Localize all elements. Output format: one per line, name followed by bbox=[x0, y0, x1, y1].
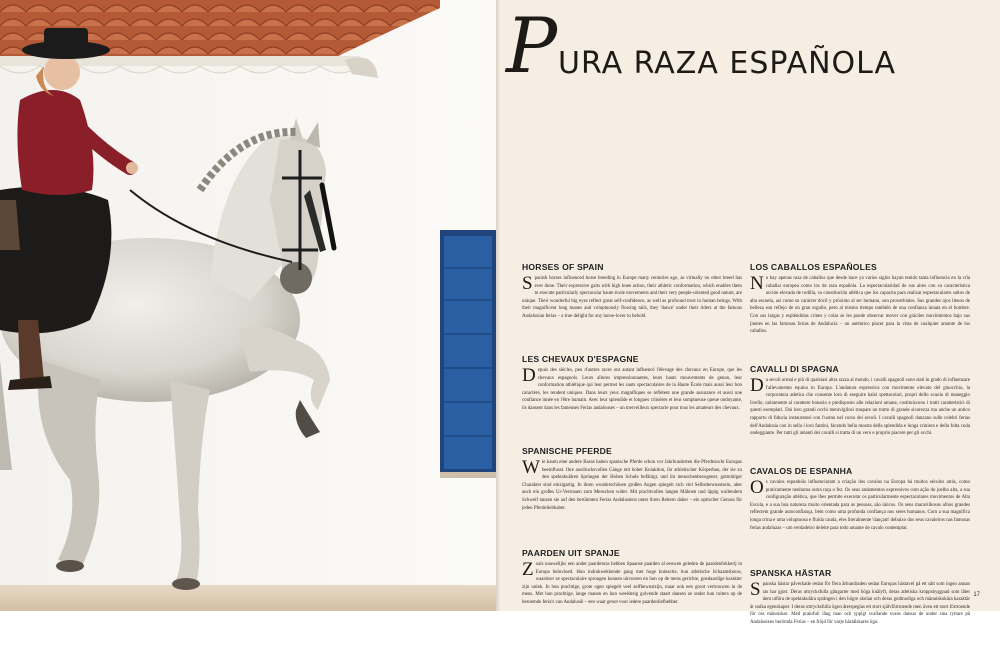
drop-cap: S bbox=[522, 275, 533, 294]
drop-cap: W bbox=[522, 459, 540, 478]
section-spanish bbox=[750, 262, 970, 353]
andalusian-horse-rider-image bbox=[0, 0, 496, 611]
section-text: epuis des siècles, peu d'autres races ont autant influencé l'élevage des chevaux en Europe, que les chevaux espagnols. Leurs allures impressionnantes, leurs hauts mouvements de genou, leur conformation athlétique qui leur permet les sauts spectaculaires de la Haute École mais aussi leur bon caractère, les rendent uniques. Dans leurs yeux magnifiques se reflètent une grande assurance et aussi une confiance innée en l'être humain. Avec leur splendide et longues crinières et leur somptueuse queue ondoyante, ils dansent dans les fameuses Ferias andalouses – un merveilleux spectacle pour tous les amateurs des chevaux. bbox=[522, 368, 742, 411]
section-swedish bbox=[750, 568, 970, 634]
section-body bbox=[522, 367, 742, 435]
section-body bbox=[750, 581, 970, 634]
section-text: o hay apenas raza de caballos que desde hace ya varios siglos hayan tenido tanta influencia en la cría caballar europea como los de raza española. La espectacularidad de sus aires con su característica acción elevada de rodilla, su constitución atlética que los capacita para realizar espectaculares saltos de alta escuela, así como su carácter dócil y próximo al ser humano, son proverbiales. Sus grandes ojos llenos de belleza son reflejo de un gran orgullo, pero al mismo tiempo también de una confianza innata en el hombre. Con sus largas y espléndidas crines y colas se les puede observar mover con gráciles movimientos bajo sus jinetes en las famosas ferias de Andalucía – un auténtico placer para la vista de cualquier amante de los caballos. bbox=[750, 276, 970, 335]
section-heading: SPANISCHE PFERDE bbox=[522, 446, 612, 456]
horse-photograph bbox=[0, 0, 496, 611]
section-heading: CAVALLI DI SPAGNA bbox=[750, 364, 839, 374]
section-text: ie kaum eine andere Rasse haben spanische Pferde schon vor Jahrhunderten die Pferdezucht Europas beeinflusst. Ihre ausdrucksvollen Gänge mit hoher Kniaktion, ihr athletischer Körperbau, der sie zu den spektakulären Sprüngen der Hohen Schule befähigt, und ihr menschenbezogener, gutmütiger Charakter sind einzigartig. In ihren wunderschönen großen Augen spiegelt sich viel Selbstbewusstsein, aber auch ein großes Ur-Vertrauen zum Menschen wider. Mit prachtvollen langen Mähnen und üppig wallendem Schweif tanzen sie auf den berühmten Ferias Andalusiens unter ihren Reitern daher – ein optischer Genuss für jeden Pferdeliebhaber. bbox=[522, 460, 742, 511]
section-heading: LOS CABALLOS ESPAÑOLES bbox=[750, 262, 877, 272]
drop-cap: D bbox=[522, 367, 536, 386]
section-body bbox=[750, 377, 970, 455]
section-heading: SPANSKA HÄSTAR bbox=[750, 568, 832, 578]
drop-cap: N bbox=[750, 275, 764, 294]
section-text: oals nauwelijks een ander paardenras hebben Spaanse paarden al eeuwen geleden de paardenfokkerij in Europa beïnvloed. Hun indrukwekkende gang met hoge knieactie, hun atletische lichaamsbouw, waardoor ze spectaculaire sprongen kunnen uitvoeren en hun op de mens gerichte, goedaardige karakter zijn uniek. In hun prachtige, grote ogen spiegelt veel zelfbewustzijn, maar ook een groot vertrouwen in de mens. Met hun prachtige, lange manen en hun weelderig golvende staart dansen ze onder hun ruiters op de beroemde feria's van Andalusië – een waar genot voor iedere paardenliefhebber. bbox=[522, 562, 742, 605]
section-heading: HORSES OF SPAIN bbox=[522, 262, 604, 272]
section-heading: PAARDEN UIT SPANJE bbox=[522, 548, 620, 558]
page-number: 17 bbox=[973, 592, 980, 598]
section-dutch bbox=[522, 548, 742, 639]
section-heading: LES CHEVAUX D'ESPAGNE bbox=[522, 354, 639, 364]
section-body bbox=[750, 275, 970, 353]
drop-cap: S bbox=[750, 581, 761, 600]
section-body bbox=[522, 561, 742, 639]
title-initial: P bbox=[506, 1, 558, 90]
section-french bbox=[522, 354, 742, 435]
drop-cap: O bbox=[750, 479, 764, 498]
section-heading: CAVALOS DE ESPANHA bbox=[750, 466, 853, 476]
title-text: URA RAZA ESPAÑOLA bbox=[558, 46, 897, 81]
right-text-column bbox=[750, 262, 970, 645]
section-body bbox=[522, 459, 742, 537]
text-page bbox=[500, 0, 1000, 625]
section-text: a secoli ormai e più di qualsiasi altra razza al mondo, i cavalli spagnoli sono stati in grado di influenzare l'allevamento equino in Europa. L'andatura espressiva con movimento elevato del ginocchio, la corporatura atletica che consente loro di eseguire balzi spettacolari, propri dello scuola di maneggio livello, unitamente al carattere bonario e predisposto alle relazioni umane, costituiscono i tratti caratteristici di questi esemplari. Dai loro grandi occhi meravigliosi traspare un tratto di grande sicurezza ma anche un antico rapporto di fiducia instauratosi con l'uomo nel corso dei secoli. I cavalli spagnoli danzano sulle celebri ferias dell'Andalusia con in sella i loro fantini, facendo bella mostra della splendida e lunga criniera e della folta coda ondeggiante. Per tutti gli amanti dei cavalli si tratta di un vero e proprio piacere per gli occhi. bbox=[750, 378, 970, 437]
left-text-column bbox=[522, 262, 742, 650]
section-italian bbox=[750, 364, 970, 455]
section-portuguese bbox=[750, 466, 970, 557]
drop-cap: Z bbox=[522, 561, 534, 580]
page-title bbox=[506, 1, 926, 90]
section-body bbox=[750, 479, 970, 557]
drop-cap: D bbox=[750, 377, 764, 396]
section-text: s cavalos espanhóis influenciaram a criação dos cavalos na Europa há muitos séculos atrás, como praticamente nenhuma outra raça o fez. Os seus andamentos expressivos com ação do joelho alta, a sua configuração atlética, que lhes permite executar os particularmente espectaculares movimentos de Alta Escola, e a sua boa natureza muito orientada para as pessoas, são únicos. Os seus maravilhosos olhos grandes reflectem grande autoconfiança, bem como uma profunda confiança nos seres humanos. Com a sua magnífica longa crina e uma voluptuosa e fluída cauda, eles literalmente 'dançam' debaixo dos seus cavaleiros nas famosas ferias andaluzas – um verdadeiro deleite para todo amante de cavalo contemplar. bbox=[750, 480, 970, 531]
section-german bbox=[522, 446, 742, 537]
section-text: panish horses influenced horse breeding in Europe many centuries ago, as virtually no other breed has ever done. Their expressive gaits with high knee action, their athletic conformation, which enables them to execute particularly spectacular haute école movements and their very people-oriented good nature, are unique. Their wonderful big eyes reflect great self-confidence, as well as profound trust in human beings. With their magnificent long manes and voluptuously flowing tails, they 'dance' under their riders at the famous Andalusian ferias – a true delight for any horse-lover to behold. bbox=[522, 276, 742, 319]
section-english bbox=[522, 262, 742, 343]
section-body bbox=[522, 275, 742, 343]
section-text: panska hästar påverkade redan för flera århundraden sedan Europas hästavel på ett sätt som ingen annan ras har gjort. Deras uttrycksfulla gångarter med höga knälyft, deras atletiska kroppsbyggnad som låter dem utföra de spektakulära sprången i den högre skolan och deras godmodiga och människokära karaktär är unika egenskaper. I deras uttrycksfulla ögon återspeglas ett stort självförtroende men även ett stort förtroende för oss människor. Med praktfull lång man och yppigt svallande svans dansar de under sina ryttare på Andalusiens berömda Ferias – en fröjd för varje hästälskares öga. bbox=[750, 582, 970, 625]
